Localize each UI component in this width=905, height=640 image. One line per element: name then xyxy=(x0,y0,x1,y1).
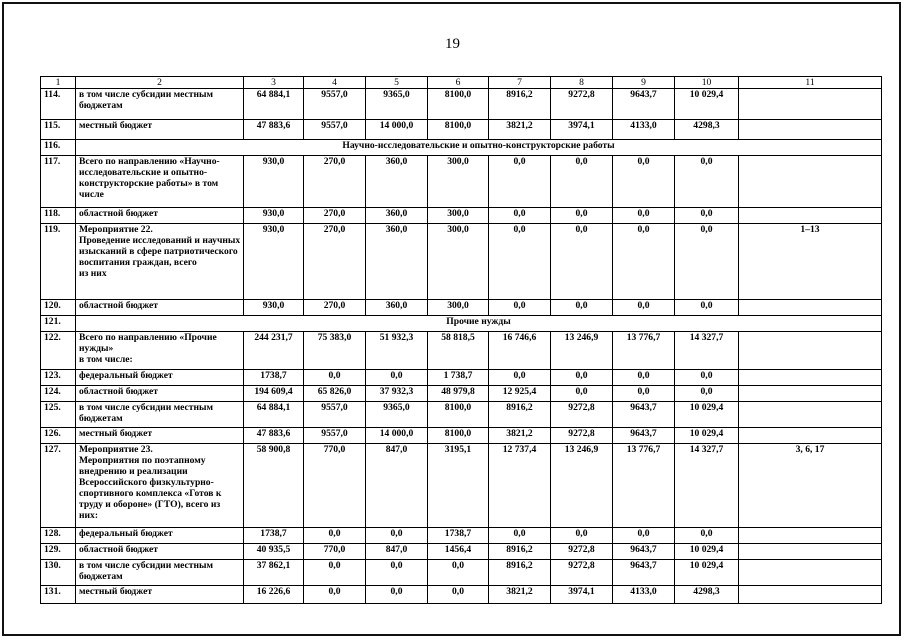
value-col-7: 3821,2 xyxy=(489,586,551,604)
value-col-8: 9272,8 xyxy=(551,428,613,444)
column-header-5: 5 xyxy=(366,77,428,89)
value-col-4: 65 826,0 xyxy=(304,386,366,402)
value-col-9: 13 776,7 xyxy=(613,332,675,370)
value-col-8: 0,0 xyxy=(551,300,613,316)
column-header-7: 7 xyxy=(489,77,551,89)
table-row xyxy=(41,224,882,300)
value-col-5: 14 000,0 xyxy=(366,120,428,140)
value-col-5: 9365,0 xyxy=(366,402,428,428)
value-col-10: 0,0 xyxy=(675,370,739,386)
table-row xyxy=(41,386,882,402)
value-col-9: 0,0 xyxy=(613,224,675,300)
value-col-7: 8916,2 xyxy=(489,544,551,560)
page-number: 19 xyxy=(445,36,460,52)
value-col-9: 9643,7 xyxy=(613,402,675,428)
value-col-7: 0,0 xyxy=(489,156,551,208)
header-row xyxy=(41,77,882,89)
row-label: областной бюджет xyxy=(76,208,244,224)
target-indicators xyxy=(739,89,882,120)
value-col-5: 360,0 xyxy=(366,156,428,208)
row-label: местный бюджет xyxy=(76,586,244,604)
value-col-5: 0,0 xyxy=(366,370,428,386)
table-row xyxy=(41,586,882,604)
target-indicators xyxy=(739,428,882,444)
value-col-10: 10 029,4 xyxy=(675,89,739,120)
value-col-4: 0,0 xyxy=(304,560,366,586)
table-row xyxy=(41,370,882,386)
row-number: 124. xyxy=(41,386,76,402)
value-col-5: 51 932,3 xyxy=(366,332,428,370)
value-col-3: 194 609,4 xyxy=(244,386,304,402)
value-col-6: 58 818,5 xyxy=(428,332,489,370)
value-col-4: 9557,0 xyxy=(304,402,366,428)
column-header-10: 10 xyxy=(675,77,739,89)
target-indicators xyxy=(739,402,882,428)
row-label: в том числе субсидии местным бюджетам xyxy=(76,89,244,120)
value-col-6: 8100,0 xyxy=(428,402,489,428)
value-col-6: 300,0 xyxy=(428,208,489,224)
target-indicators xyxy=(739,332,882,370)
value-col-5: 360,0 xyxy=(366,208,428,224)
value-col-7: 3821,2 xyxy=(489,120,551,140)
value-col-10: 0,0 xyxy=(675,386,739,402)
value-col-3: 40 935,5 xyxy=(244,544,304,560)
value-col-5: 9365,0 xyxy=(366,89,428,120)
table-row xyxy=(41,544,882,560)
column-header-11: 11 xyxy=(739,77,882,89)
section-title: Научно-исследовательские и опытно-конструкторские работы xyxy=(76,140,882,156)
target-indicators xyxy=(739,544,882,560)
row-number: 130. xyxy=(41,560,76,586)
value-col-4: 770,0 xyxy=(304,544,366,560)
table-row xyxy=(41,208,882,224)
row-label: федеральный бюджет xyxy=(76,528,244,544)
value-col-4: 75 383,0 xyxy=(304,332,366,370)
value-col-5: 360,0 xyxy=(366,300,428,316)
table-body xyxy=(41,89,882,604)
value-col-4: 270,0 xyxy=(304,300,366,316)
table-row xyxy=(41,300,882,316)
row-number: 116. xyxy=(41,140,76,156)
table-row xyxy=(41,89,882,120)
target-indicators xyxy=(739,156,882,208)
value-col-10: 0,0 xyxy=(675,208,739,224)
column-header-1: 1 xyxy=(41,77,76,89)
value-col-10: 10 029,4 xyxy=(675,428,739,444)
row-number: 127. xyxy=(41,444,76,528)
value-col-10: 14 327,7 xyxy=(675,444,739,528)
value-col-6: 300,0 xyxy=(428,156,489,208)
value-col-7: 12 737,4 xyxy=(489,444,551,528)
value-col-9: 9643,7 xyxy=(613,544,675,560)
value-col-5: 14 000,0 xyxy=(366,428,428,444)
target-indicators xyxy=(739,528,882,544)
row-number: 131. xyxy=(41,586,76,604)
value-col-8: 9272,8 xyxy=(551,544,613,560)
row-label: Всего по направлению «Научно-исследовательские и опытно-конструкторские работы» в том числе xyxy=(76,156,244,208)
value-col-3: 930,0 xyxy=(244,300,304,316)
value-col-4: 770,0 xyxy=(304,444,366,528)
table-row xyxy=(41,402,882,428)
row-number: 118. xyxy=(41,208,76,224)
value-col-9: 0,0 xyxy=(613,300,675,316)
value-col-4: 270,0 xyxy=(304,208,366,224)
value-col-3: 58 900,8 xyxy=(244,444,304,528)
row-label: местный бюджет xyxy=(76,120,244,140)
value-col-8: 13 246,9 xyxy=(551,332,613,370)
row-number: 126. xyxy=(41,428,76,444)
row-label: Мероприятие 23. Мероприятия по поэтапному внедрению и реализации Всероссийского физкультурно-спортивного комплекса «Готов к труду и обороне» (ГТО), всего из них: xyxy=(76,444,244,528)
value-col-9: 9643,7 xyxy=(613,89,675,120)
row-label: Всего по направлению «Прочие нужды» в том числе: xyxy=(76,332,244,370)
value-col-8: 0,0 xyxy=(551,208,613,224)
value-col-3: 930,0 xyxy=(244,208,304,224)
value-col-3: 1738,7 xyxy=(244,370,304,386)
value-col-6: 300,0 xyxy=(428,300,489,316)
value-col-8: 3974,1 xyxy=(551,120,613,140)
value-col-8: 0,0 xyxy=(551,528,613,544)
row-number: 129. xyxy=(41,544,76,560)
value-col-3: 16 226,6 xyxy=(244,586,304,604)
value-col-8: 13 246,9 xyxy=(551,444,613,528)
value-col-7: 8916,2 xyxy=(489,560,551,586)
row-number: 128. xyxy=(41,528,76,544)
value-col-7: 16 746,6 xyxy=(489,332,551,370)
value-col-7: 8916,2 xyxy=(489,89,551,120)
value-col-7: 0,0 xyxy=(489,208,551,224)
row-label: местный бюджет xyxy=(76,428,244,444)
row-number: 117. xyxy=(41,156,76,208)
value-col-6: 8100,0 xyxy=(428,89,489,120)
value-col-9: 0,0 xyxy=(613,528,675,544)
row-number: 120. xyxy=(41,300,76,316)
value-col-10: 10 029,4 xyxy=(675,560,739,586)
target-indicators xyxy=(739,586,882,604)
value-col-9: 0,0 xyxy=(613,370,675,386)
value-col-3: 930,0 xyxy=(244,156,304,208)
table-row xyxy=(41,140,882,156)
value-col-4: 9557,0 xyxy=(304,120,366,140)
row-number: 115. xyxy=(41,120,76,140)
target-indicators: 1–13 xyxy=(739,224,882,300)
row-label: федеральный бюджет xyxy=(76,370,244,386)
row-label: областной бюджет xyxy=(76,386,244,402)
value-col-7: 0,0 xyxy=(489,224,551,300)
target-indicators xyxy=(739,120,882,140)
value-col-4: 9557,0 xyxy=(304,428,366,444)
value-col-4: 0,0 xyxy=(304,528,366,544)
column-header-6: 6 xyxy=(428,77,489,89)
value-col-9: 9643,7 xyxy=(613,560,675,586)
row-number: 123. xyxy=(41,370,76,386)
value-col-5: 360,0 xyxy=(366,224,428,300)
value-col-7: 8916,2 xyxy=(489,402,551,428)
value-col-8: 9272,8 xyxy=(551,560,613,586)
value-col-10: 10 029,4 xyxy=(675,402,739,428)
value-col-9: 0,0 xyxy=(613,386,675,402)
value-col-10: 0,0 xyxy=(675,224,739,300)
value-col-5: 0,0 xyxy=(366,528,428,544)
value-col-5: 0,0 xyxy=(366,560,428,586)
value-col-9: 0,0 xyxy=(613,208,675,224)
target-indicators xyxy=(739,370,882,386)
column-header-2: 2 xyxy=(76,77,244,89)
value-col-10: 10 029,4 xyxy=(675,544,739,560)
value-col-5: 847,0 xyxy=(366,444,428,528)
column-header-8: 8 xyxy=(551,77,613,89)
row-label: в том числе субсидии местным бюджетам xyxy=(76,402,244,428)
row-number: 114. xyxy=(41,89,76,120)
value-col-8: 0,0 xyxy=(551,156,613,208)
value-col-3: 47 883,6 xyxy=(244,428,304,444)
value-col-4: 0,0 xyxy=(304,586,366,604)
value-col-6: 48 979,8 xyxy=(428,386,489,402)
table-row xyxy=(41,428,882,444)
value-col-3: 1738,7 xyxy=(244,528,304,544)
value-col-5: 847,0 xyxy=(366,544,428,560)
value-col-5: 37 932,3 xyxy=(366,386,428,402)
value-col-6: 1738,7 xyxy=(428,528,489,544)
row-number: 122. xyxy=(41,332,76,370)
value-col-6: 1456,4 xyxy=(428,544,489,560)
table-row xyxy=(41,560,882,586)
value-col-6: 0,0 xyxy=(428,560,489,586)
column-header-9: 9 xyxy=(613,77,675,89)
value-col-3: 64 884,1 xyxy=(244,402,304,428)
value-col-4: 270,0 xyxy=(304,224,366,300)
target-indicators xyxy=(739,300,882,316)
value-col-6: 1 738,7 xyxy=(428,370,489,386)
row-label: в том числе субсидии местным бюджетам xyxy=(76,560,244,586)
row-label: областной бюджет xyxy=(76,544,244,560)
value-col-10: 0,0 xyxy=(675,528,739,544)
row-number: 121. xyxy=(41,316,76,332)
table-row xyxy=(41,316,882,332)
value-col-6: 8100,0 xyxy=(428,428,489,444)
value-col-4: 0,0 xyxy=(304,370,366,386)
row-label: Мероприятие 22. Проведение исследований и научных изысканий в сфере патриотического воспитания граждан, всего из них xyxy=(76,224,244,300)
value-col-3: 37 862,1 xyxy=(244,560,304,586)
section-title: Прочие нужды xyxy=(76,316,882,332)
budget-table xyxy=(40,76,882,604)
table-row xyxy=(41,120,882,140)
value-col-7: 0,0 xyxy=(489,528,551,544)
value-col-10: 0,0 xyxy=(675,156,739,208)
table-row xyxy=(41,528,882,544)
value-col-9: 9643,7 xyxy=(613,428,675,444)
value-col-9: 13 776,7 xyxy=(613,444,675,528)
value-col-10: 0,0 xyxy=(675,300,739,316)
value-col-8: 3974,1 xyxy=(551,586,613,604)
value-col-9: 4133,0 xyxy=(613,120,675,140)
value-col-3: 64 884,1 xyxy=(244,89,304,120)
value-col-3: 244 231,7 xyxy=(244,332,304,370)
value-col-9: 4133,0 xyxy=(613,586,675,604)
target-indicators: 3, 6, 17 xyxy=(739,444,882,528)
value-col-3: 930,0 xyxy=(244,224,304,300)
value-col-6: 0,0 xyxy=(428,586,489,604)
value-col-6: 8100,0 xyxy=(428,120,489,140)
value-col-8: 0,0 xyxy=(551,224,613,300)
target-indicators xyxy=(739,386,882,402)
value-col-10: 14 327,7 xyxy=(675,332,739,370)
value-col-6: 3195,1 xyxy=(428,444,489,528)
value-col-4: 9557,0 xyxy=(304,89,366,120)
value-col-3: 47 883,6 xyxy=(244,120,304,140)
value-col-8: 0,0 xyxy=(551,386,613,402)
row-number: 119. xyxy=(41,224,76,300)
target-indicators xyxy=(739,208,882,224)
target-indicators xyxy=(739,560,882,586)
column-header-4: 4 xyxy=(304,77,366,89)
value-col-4: 270,0 xyxy=(304,156,366,208)
table-row xyxy=(41,332,882,370)
value-col-6: 300,0 xyxy=(428,224,489,300)
value-col-7: 0,0 xyxy=(489,370,551,386)
value-col-5: 0,0 xyxy=(366,586,428,604)
value-col-7: 3821,2 xyxy=(489,428,551,444)
value-col-7: 12 925,4 xyxy=(489,386,551,402)
value-col-10: 4298,3 xyxy=(675,120,739,140)
value-col-10: 4298,3 xyxy=(675,586,739,604)
column-header-3: 3 xyxy=(244,77,304,89)
value-col-8: 9272,8 xyxy=(551,89,613,120)
table-row xyxy=(41,444,882,528)
row-number: 125. xyxy=(41,402,76,428)
value-col-7: 0,0 xyxy=(489,300,551,316)
table-row xyxy=(41,156,882,208)
value-col-8: 9272,8 xyxy=(551,402,613,428)
value-col-8: 0,0 xyxy=(551,370,613,386)
row-label: областной бюджет xyxy=(76,300,244,316)
value-col-9: 0,0 xyxy=(613,156,675,208)
